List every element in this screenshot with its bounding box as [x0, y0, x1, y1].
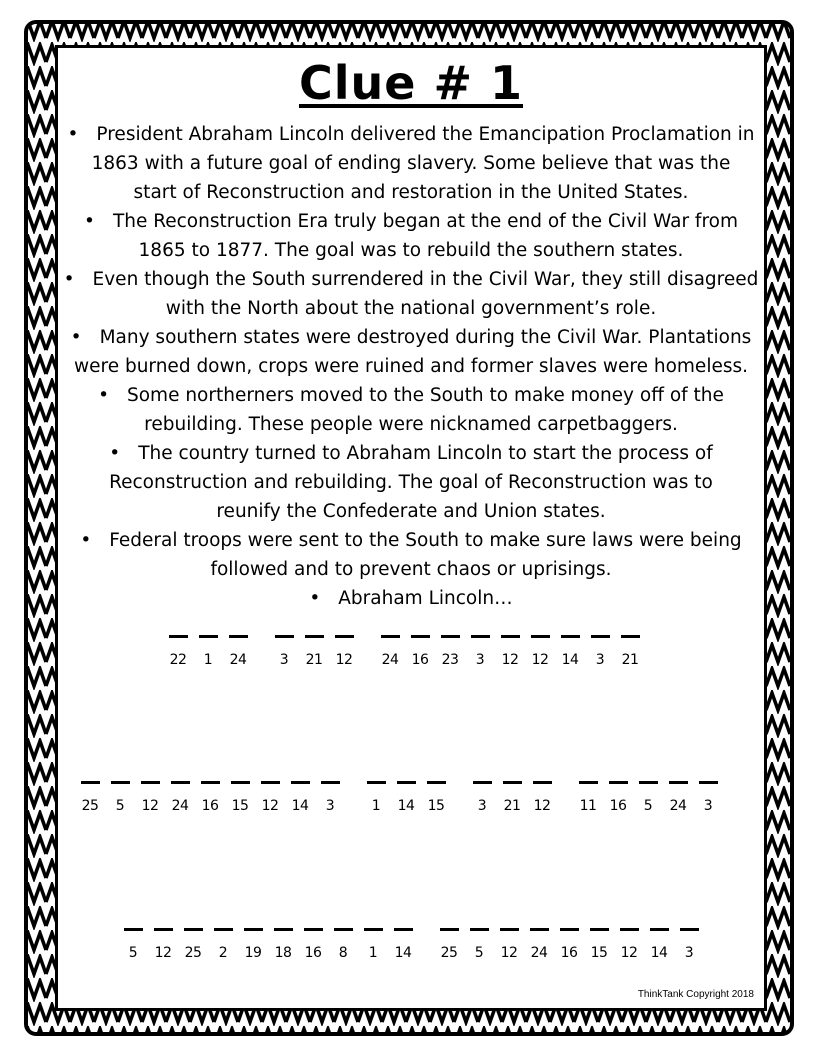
answer-blank[interactable] — [621, 635, 640, 638]
answer-blank[interactable] — [560, 928, 579, 931]
cipher-number: 12 — [500, 945, 518, 961]
answer-blank[interactable] — [111, 781, 130, 784]
answer-blank[interactable] — [473, 781, 492, 784]
bullet-text: start of Reconstruction and restoration in the United States. — [133, 182, 689, 203]
letter-slot — [497, 928, 521, 961]
letter-slot — [241, 928, 265, 961]
answer-blank[interactable] — [184, 928, 203, 931]
answer-blank[interactable] — [244, 928, 263, 931]
cipher-number: 5 — [643, 798, 653, 814]
cipher-number: 12 — [531, 652, 549, 668]
puzzle-row — [78, 781, 720, 814]
letter-slot — [470, 781, 494, 814]
answer-blank[interactable] — [199, 635, 218, 638]
letter-slot — [168, 781, 192, 814]
answer-blank[interactable] — [531, 635, 550, 638]
cipher-number: 2 — [218, 945, 228, 961]
letter-slot — [318, 781, 342, 814]
answer-blank[interactable] — [590, 928, 609, 931]
bullet-item — [58, 207, 764, 265]
cipher-number: 3 — [475, 652, 485, 668]
answer-blank[interactable] — [591, 635, 610, 638]
answer-blank[interactable] — [231, 781, 250, 784]
letter-slot — [437, 928, 461, 961]
answer-blank[interactable] — [471, 635, 490, 638]
bullet-icon: • — [84, 211, 95, 232]
bullet-line — [58, 120, 764, 149]
letter-slot — [588, 635, 612, 668]
bullet-text: Many southern states were destroyed during the Civil War. Plantations — [99, 327, 752, 348]
letter-slot — [211, 928, 235, 961]
cipher-number: 21 — [503, 798, 521, 814]
puzzle-word — [272, 635, 356, 668]
answer-blank[interactable] — [620, 928, 639, 931]
answer-blank[interactable] — [394, 928, 413, 931]
puzzle-word — [437, 928, 701, 961]
cipher-number: 24 — [229, 652, 247, 668]
letter-slot — [78, 781, 102, 814]
cipher-number: 3 — [684, 945, 694, 961]
letter-slot — [272, 635, 296, 668]
letter-slot — [498, 635, 522, 668]
answer-blank[interactable] — [639, 781, 658, 784]
letter-slot — [258, 781, 282, 814]
answer-blank[interactable] — [533, 781, 552, 784]
page-title: Clue # 1 — [298, 56, 524, 110]
bullet-icon: • — [109, 443, 121, 464]
answer-blank[interactable] — [441, 635, 460, 638]
cipher-number: 15 — [231, 798, 249, 814]
cipher-number: 3 — [595, 652, 605, 668]
puzzle-word — [470, 781, 554, 814]
cipher-number: 16 — [560, 945, 578, 961]
answer-blank[interactable] — [291, 781, 310, 784]
puzzle-word — [576, 781, 720, 814]
cipher-number: 12 — [261, 798, 279, 814]
answer-blank[interactable] — [229, 635, 248, 638]
answer-blank[interactable] — [171, 781, 190, 784]
answer-blank[interactable] — [411, 635, 430, 638]
cipher-number: 24 — [669, 798, 687, 814]
bullet-text: Some northerners moved to the South to make money off of the — [126, 385, 724, 406]
letter-slot — [378, 635, 402, 668]
bullet-icon: • — [80, 530, 92, 551]
cipher-number: 15 — [590, 945, 608, 961]
letter-slot — [108, 781, 132, 814]
cipher-number: 8 — [338, 945, 348, 961]
letter-slot — [618, 635, 642, 668]
cipher-number: 11 — [579, 798, 597, 814]
bullet-text: were burned down, crops were ruined and former slaves were homeless. — [73, 356, 748, 377]
bullet-line — [58, 584, 764, 613]
cipher-number: 3 — [703, 798, 713, 814]
cipher-number: 16 — [201, 798, 219, 814]
letter-slot — [271, 928, 295, 961]
bullet-line — [58, 149, 764, 178]
letter-slot — [196, 635, 220, 668]
cipher-number: 14 — [397, 798, 415, 814]
cipher-number: 15 — [427, 798, 445, 814]
cipher-number: 12 — [620, 945, 638, 961]
cipher-number: 1 — [203, 652, 213, 668]
letter-slot — [226, 635, 250, 668]
cipher-number: 14 — [394, 945, 412, 961]
letter-slot — [527, 928, 551, 961]
letter-slot — [617, 928, 641, 961]
answer-blank[interactable] — [274, 928, 293, 931]
letter-slot — [677, 928, 701, 961]
letter-slot — [361, 928, 385, 961]
puzzle-word — [166, 635, 250, 668]
letter-slot — [528, 635, 552, 668]
bullet-text: rebuilding. These people were nicknamed carpetbaggers. — [144, 414, 678, 435]
cipher-number: 24 — [381, 652, 399, 668]
letter-slot — [696, 781, 720, 814]
cipher-number: 14 — [291, 798, 309, 814]
bullet-line — [58, 178, 764, 207]
cipher-number: 14 — [650, 945, 668, 961]
puzzle-row — [166, 635, 642, 668]
letter-slot — [500, 781, 524, 814]
bullet-item — [58, 265, 764, 323]
cipher-number: 25 — [440, 945, 458, 961]
answer-blank[interactable] — [81, 781, 100, 784]
answer-blank[interactable] — [530, 928, 549, 931]
answer-blank[interactable] — [364, 928, 383, 931]
letter-slot — [391, 928, 415, 961]
bullet-text: with the North about the national government’s role. — [165, 298, 657, 319]
cipher-number: 1 — [371, 798, 381, 814]
bullet-icon: • — [70, 327, 82, 348]
answer-blank[interactable] — [669, 781, 688, 784]
letter-slot — [576, 781, 600, 814]
answer-blank[interactable] — [169, 635, 188, 638]
letter-slot — [288, 781, 312, 814]
bullet-text: The Reconstruction Era truly began at the end of the Civil War from — [112, 211, 738, 232]
answer-blank[interactable] — [154, 928, 173, 931]
answer-blank[interactable] — [305, 635, 324, 638]
answer-blank[interactable] — [680, 928, 699, 931]
bullet-icon: • — [309, 588, 321, 609]
letter-slot — [647, 928, 671, 961]
letter-slot — [468, 635, 492, 668]
cipher-number: 16 — [411, 652, 429, 668]
cipher-number: 12 — [335, 652, 353, 668]
puzzle-word — [121, 928, 415, 961]
answer-blank[interactable] — [609, 781, 628, 784]
bullet-icon: • — [67, 124, 79, 145]
letter-slot — [332, 635, 356, 668]
bullet-item — [58, 381, 764, 439]
copyright: ThinkTank Copyright 2018 — [637, 989, 754, 1000]
cipher-number: 25 — [184, 945, 202, 961]
letter-slot — [467, 928, 491, 961]
bullet-item — [58, 120, 764, 207]
bullet-item — [58, 323, 764, 381]
bullet-text: 1865 to 1877. The goal was to rebuild the southern states. — [138, 240, 684, 261]
answer-blank[interactable] — [579, 781, 598, 784]
letter-slot — [438, 635, 462, 668]
bullet-item — [58, 584, 764, 613]
letter-slot — [228, 781, 252, 814]
cipher-number: 23 — [441, 652, 459, 668]
letter-slot — [151, 928, 175, 961]
cipher-number: 16 — [609, 798, 627, 814]
letter-slot — [302, 635, 326, 668]
bullet-icon: • — [98, 385, 109, 406]
answer-blank[interactable] — [335, 635, 354, 638]
cipher-number: 21 — [621, 652, 639, 668]
cipher-number: 25 — [81, 798, 99, 814]
bullet-text: reunify the Confederate and Union states. — [216, 501, 606, 522]
cipher-number: 1 — [368, 945, 378, 961]
bullet-line — [58, 410, 764, 439]
letter-slot — [364, 781, 388, 814]
bullet-line — [58, 526, 764, 555]
cipher-number: 5 — [115, 798, 125, 814]
puzzle-word — [78, 781, 342, 814]
answer-blank[interactable] — [275, 635, 294, 638]
cipher-number: 3 — [325, 798, 335, 814]
cipher-number: 5 — [128, 945, 138, 961]
cipher-number: 3 — [477, 798, 487, 814]
letter-slot — [587, 928, 611, 961]
letter-slot — [181, 928, 205, 961]
bullet-text: followed and to prevent chaos or uprisings. — [210, 559, 612, 580]
letter-slot — [530, 781, 554, 814]
cipher-number: 24 — [171, 798, 189, 814]
answer-blank[interactable] — [367, 781, 386, 784]
answer-blank[interactable] — [214, 928, 233, 931]
cipher-number: 12 — [501, 652, 519, 668]
worksheet-page — [55, 45, 767, 1011]
bullet-text: The country turned to Abraham Lincoln to start the process of — [138, 443, 713, 464]
answer-blank[interactable] — [381, 635, 400, 638]
letter-slot — [301, 928, 325, 961]
bullet-text: President Abraham Lincoln delivered the Emancipation Proclamation in — [96, 124, 755, 145]
bullet-line — [58, 381, 764, 410]
answer-blank[interactable] — [304, 928, 323, 931]
cipher-number: 19 — [244, 945, 262, 961]
bullet-line — [58, 323, 764, 352]
answer-blank[interactable] — [501, 635, 520, 638]
answer-blank[interactable] — [470, 928, 489, 931]
bullet-text: Reconstruction and rebuilding. The goal of Reconstruction was to — [109, 472, 713, 493]
answer-blank[interactable] — [397, 781, 416, 784]
answer-blank[interactable] — [321, 781, 340, 784]
answer-blank[interactable] — [334, 928, 353, 931]
cipher-number: 22 — [169, 652, 187, 668]
letter-slot — [121, 928, 145, 961]
bullet-text: 1863 with a future goal of ending slavery. Some believe that was the — [91, 153, 731, 174]
answer-blank[interactable] — [141, 781, 160, 784]
letter-slot — [408, 635, 432, 668]
cipher-number: 14 — [561, 652, 579, 668]
cipher-number: 12 — [141, 798, 159, 814]
puzzle-word — [364, 781, 448, 814]
answer-blank[interactable] — [650, 928, 669, 931]
answer-blank[interactable] — [699, 781, 718, 784]
letter-slot — [166, 635, 190, 668]
bullet-line — [58, 265, 764, 294]
answer-blank[interactable] — [427, 781, 446, 784]
bullet-icon: • — [63, 269, 75, 290]
bullet-text: Abraham Lincoln… — [338, 588, 513, 609]
letter-slot — [138, 781, 162, 814]
bullet-item — [58, 439, 764, 526]
bullet-line — [58, 439, 764, 468]
cipher-number: 3 — [279, 652, 289, 668]
bullet-line — [58, 468, 764, 497]
cipher-number: 24 — [530, 945, 548, 961]
answer-blank[interactable] — [201, 781, 220, 784]
bullet-line — [58, 497, 764, 526]
answer-blank[interactable] — [440, 928, 459, 931]
bullet-line — [58, 236, 764, 265]
letter-slot — [606, 781, 630, 814]
letter-slot — [424, 781, 448, 814]
bullet-text: Federal troops were sent to the South to make sure laws were being — [109, 530, 742, 551]
letter-slot — [198, 781, 222, 814]
cipher-number: 5 — [474, 945, 484, 961]
puzzle-word — [378, 635, 642, 668]
answer-blank[interactable] — [124, 928, 143, 931]
bullet-line — [58, 555, 764, 584]
bullet-line — [58, 294, 764, 323]
answer-blank[interactable] — [561, 635, 580, 638]
cipher-number: 16 — [304, 945, 322, 961]
puzzle-row — [121, 928, 701, 961]
cipher-number: 12 — [533, 798, 551, 814]
letter-slot — [666, 781, 690, 814]
bullet-line — [58, 352, 764, 381]
cipher-number: 12 — [154, 945, 172, 961]
answer-blank[interactable] — [500, 928, 519, 931]
answer-blank[interactable] — [503, 781, 522, 784]
letter-slot — [331, 928, 355, 961]
bullet-text: Even though the South surrendered in the Civil War, they still disagreed — [92, 269, 759, 290]
bullet-line — [58, 207, 764, 236]
answer-blank[interactable] — [261, 781, 280, 784]
letter-slot — [394, 781, 418, 814]
clue-list — [58, 120, 764, 613]
cipher-number: 18 — [274, 945, 292, 961]
letter-slot — [558, 635, 582, 668]
letter-slot — [557, 928, 581, 961]
letter-slot — [636, 781, 660, 814]
cipher-number: 21 — [305, 652, 323, 668]
bullet-item — [58, 526, 764, 584]
